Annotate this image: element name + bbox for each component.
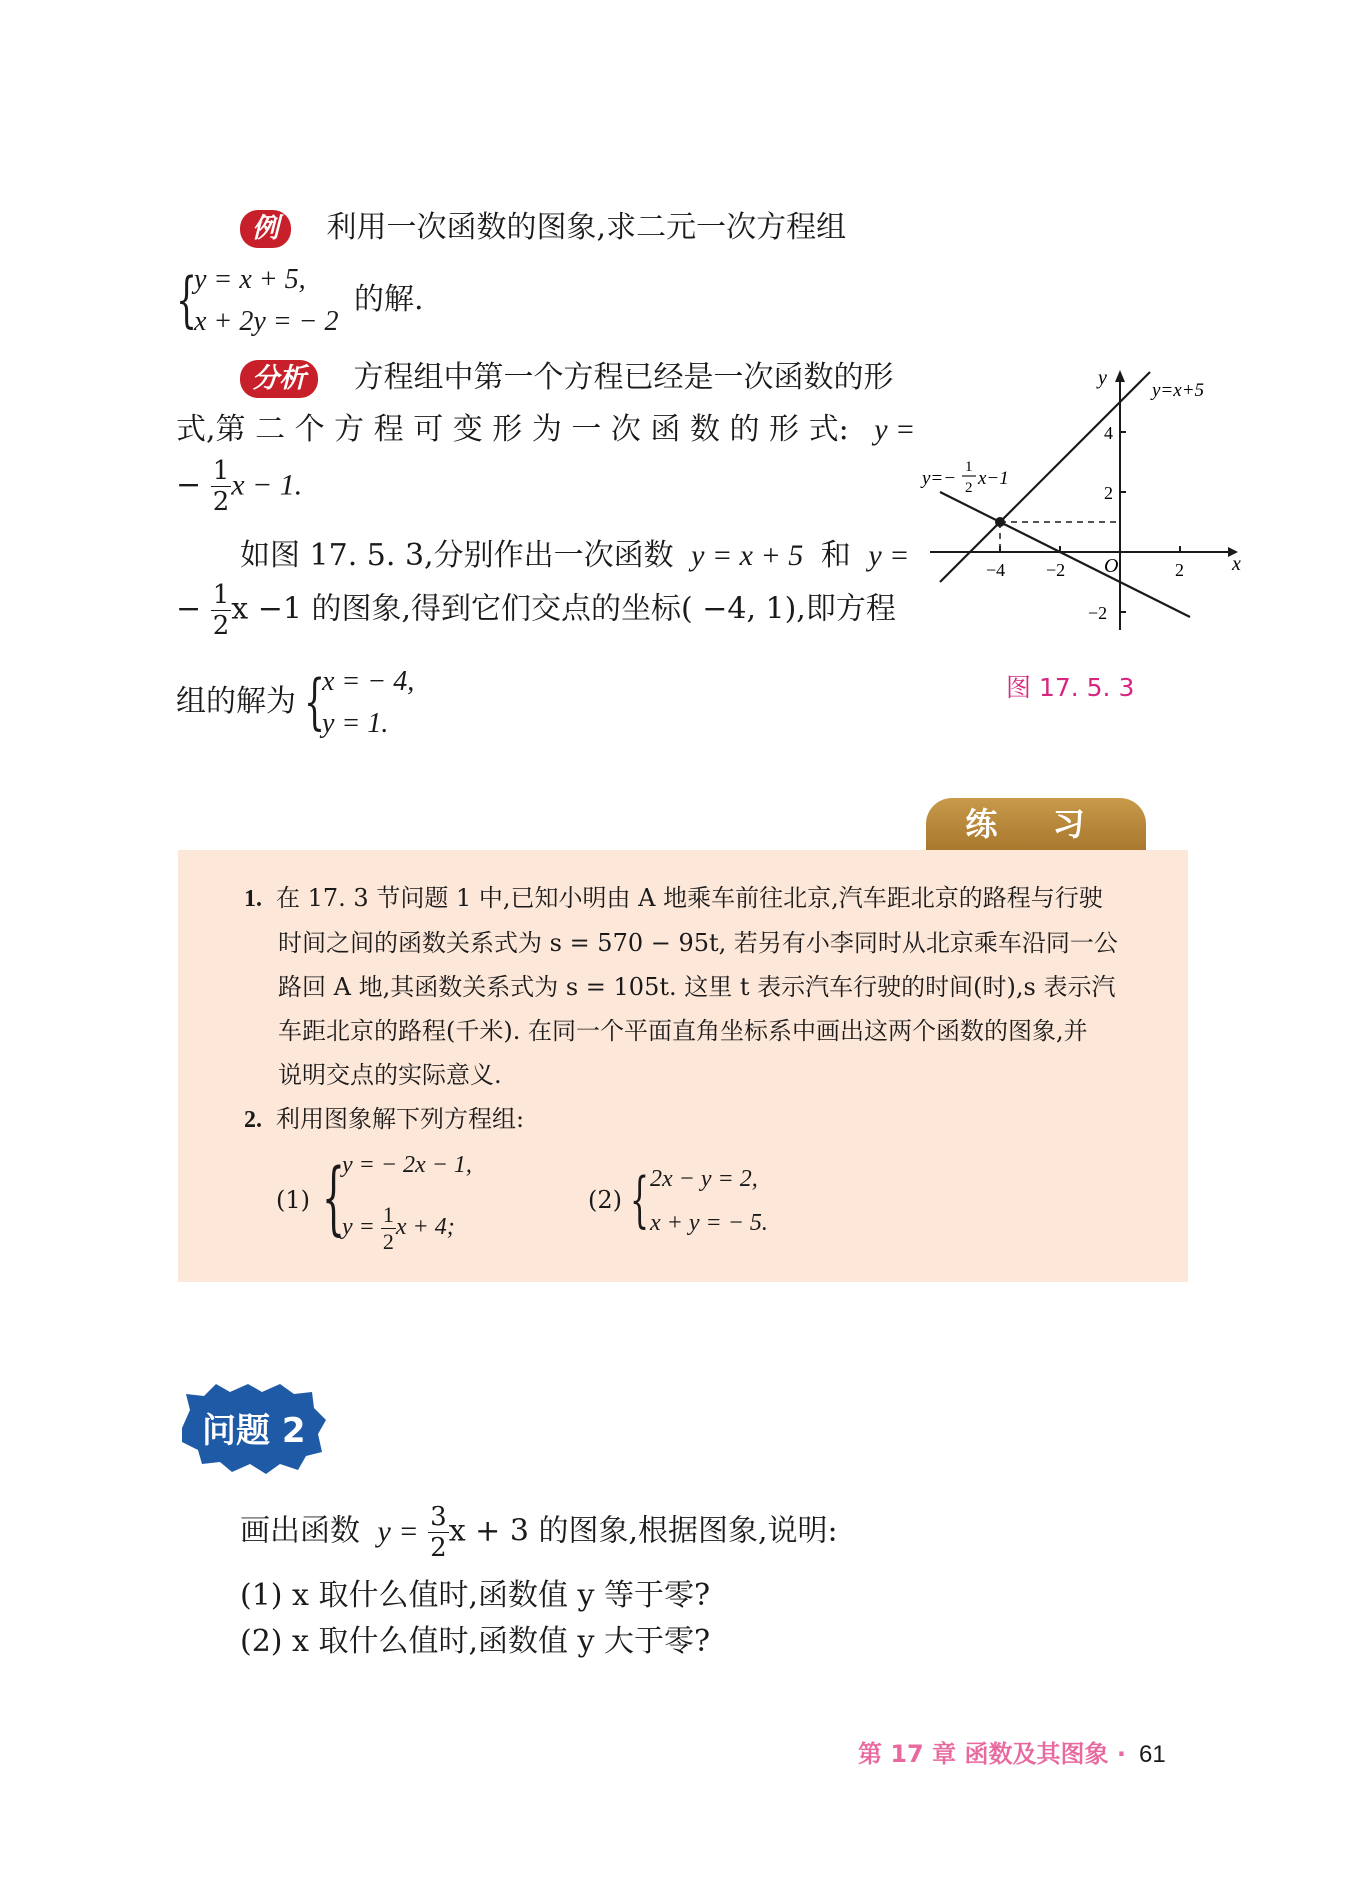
problem2-line1: 画出函数 y = $\frac{3}{2}$ x + 3 的图象,根据图象,说明: — [240, 1502, 838, 1563]
part1-eq2: y = $\frac{1}{2}$ x + 4; — [342, 1201, 455, 1254]
figure-caption: 图 17. 5. 3 — [1006, 673, 1135, 702]
part1-label: (1) — [276, 1186, 310, 1214]
line1-label: y=x+5 — [1152, 380, 1205, 401]
solution-label: 组的解为 — [176, 684, 296, 719]
line-y-neg-half-x-minus-1 — [940, 492, 1190, 617]
problem2-badge-shape — [172, 1380, 332, 1476]
intersection-point — [995, 517, 1005, 527]
part2-label: (2) — [588, 1186, 622, 1214]
origin-label: O — [1104, 555, 1119, 577]
page-number: 61 — [1139, 1741, 1166, 1768]
footer-chapter: 第 17 章 函数及其图象 · — [858, 1740, 1126, 1768]
example-tail: 的解. — [354, 282, 424, 317]
example-eq2: x + 2y = − 2 — [194, 306, 339, 337]
y-axis-arrow-icon — [1115, 370, 1125, 382]
example-line1: 利用一次函数的图象,求二元一次方程组 — [326, 210, 847, 245]
line2-label-num: 1 — [965, 459, 973, 475]
brace-icon: { — [322, 1151, 345, 1244]
exercise-title-tab: 练 习 — [926, 798, 1146, 850]
line2-label-prefix: y=− — [922, 468, 957, 489]
q2-number: 2. — [244, 1107, 262, 1133]
tick-label-x-2: 2 — [1175, 560, 1184, 580]
fraction-half-2: $\frac{1}{2}$ — [212, 580, 230, 641]
q1-number: 1. — [244, 886, 262, 912]
exercise-part1 — [276, 1146, 536, 1256]
line2-label-suffix: x−1 — [978, 468, 1009, 489]
fraction-half: $\frac{1}{2}$ — [212, 456, 230, 517]
analysis-para2-line2: − $\frac{1}{2}$ x −1 的图象,得到它们交点的坐标( −4, 1),即方程 — [176, 580, 896, 641]
analysis-badge: 分析 — [240, 360, 318, 398]
figure-graph — [920, 360, 1250, 640]
tick-label-x-neg2: −2 — [1046, 560, 1066, 580]
exercise-part2 — [588, 1160, 848, 1250]
brace-icon: { — [630, 1165, 650, 1235]
tick-label-y-2: 2 — [1104, 483, 1113, 503]
footer — [858, 1734, 1166, 1769]
analysis-line3: − $\frac{1}{2}$ x − 1. — [176, 456, 303, 517]
brace-icon: { — [304, 667, 326, 737]
example-badge: 例 — [240, 210, 291, 248]
problem2-badge: 问题 2 — [202, 1411, 306, 1451]
tick-label-y-4: 4 — [1104, 423, 1113, 443]
axis-x-label: x — [1232, 553, 1241, 575]
analysis-line2: 式,第 二 个 方 程 可 变 形 为 一 次 函 数 的 形 式: y = — [176, 412, 916, 447]
line2-label-den: 2 — [965, 480, 973, 496]
analysis-heading — [240, 358, 894, 398]
example-eq1: y = x + 5, — [194, 264, 306, 295]
brace-icon: { — [176, 265, 198, 335]
line-y-x-plus-5 — [940, 372, 1150, 582]
part2-eq2: x + y = − 5. — [650, 1210, 768, 1236]
part2-eq1: 2x − y = 2, — [650, 1166, 758, 1192]
solution-eq1: x = − 4, — [322, 666, 415, 697]
exercise-q1: 1. 在 17. 3 节问题 1 中,已知小明由 A 地乘车前往北京,汽车距北京的路程与行驶 时间之间的函数关系式为 s = 570 − 95t, 若另有小李同时从北京乘车沿同一公 路回 A 地,其函数关系式为 s = 105t. 这里 t 表示汽车行驶的时间(时),s 表示汽 车距北京的路程(千米). 在同一个平面直角坐标系中画出这两个函数的图象,并 说明交点的实际意义. 2. 利用图象解下列方程组: — [244, 884, 1118, 1133]
tick-label-x-neg4: −4 — [986, 560, 1006, 580]
analysis-line1: 方程组中第一个方程已经是一次函数的形 — [353, 360, 894, 395]
problem2-item1: (1) x 取什么值时,函数值 y 等于零? — [240, 1578, 711, 1613]
axis-y-label: y — [1098, 367, 1107, 389]
part1-eq1: y = − 2x − 1, — [342, 1152, 472, 1178]
analysis-para2-line1: 如图 17. 5. 3,分别作出一次函数 y = x + 5 和 y = — [240, 538, 910, 573]
problem2-item2: (2) x 取什么值时,函数值 y 大于零? — [240, 1624, 711, 1659]
solution-eq2: y = 1. — [322, 708, 389, 739]
example-heading — [240, 208, 846, 248]
tick-label-y-neg2: −2 — [1088, 603, 1108, 623]
